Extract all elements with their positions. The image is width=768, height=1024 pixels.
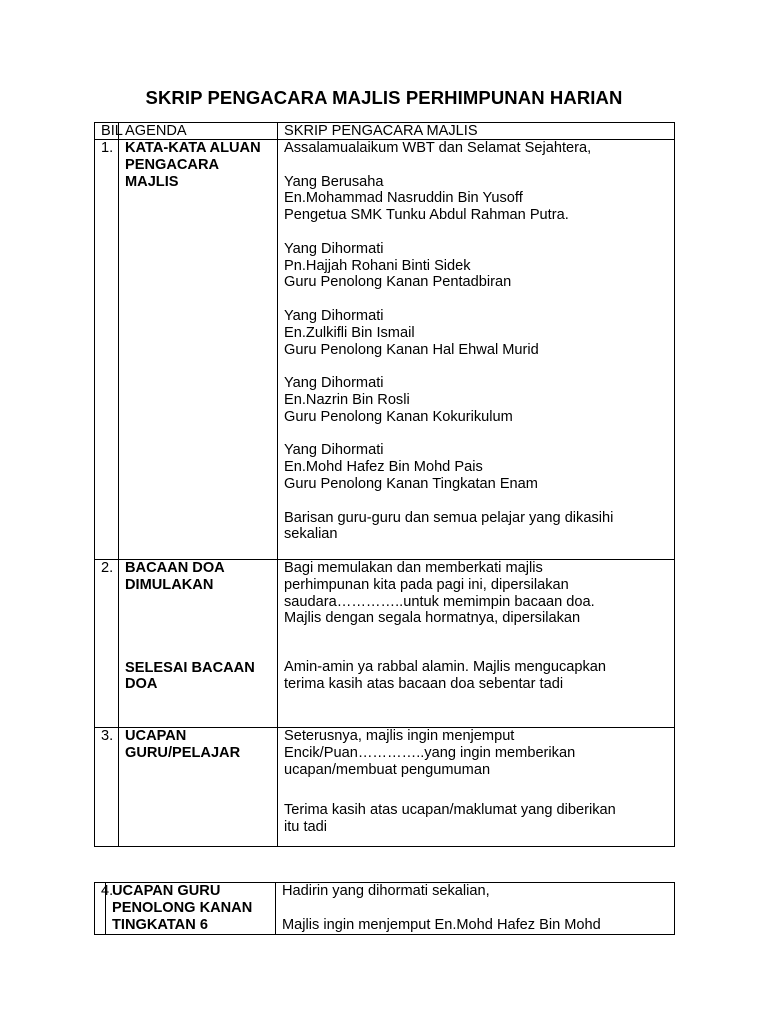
script-line: Terima kasih atas ucapan/maklumat yang diberikan xyxy=(284,802,616,819)
script-line xyxy=(284,291,668,308)
script-line: Guru Penolong Kanan Pentadbiran xyxy=(284,274,512,291)
agenda-line: PENGACARA xyxy=(125,156,220,173)
script-line: Bagi memulakan dan memberkati majlis xyxy=(284,560,543,576)
script-line: Guru Penolong Kanan Kokurikulum xyxy=(284,408,513,425)
script-line: Yang Dihormati xyxy=(284,442,384,459)
script-line: Hadirin yang dihormati sekalian, xyxy=(282,883,490,899)
script-line xyxy=(284,157,668,174)
table-row xyxy=(95,560,675,728)
script-line xyxy=(284,358,668,375)
script-table xyxy=(94,122,675,847)
page-title: SKRIP PENGACARA MAJLIS PERHIMPUNAN HARIAN xyxy=(145,87,623,108)
agenda-cell xyxy=(119,560,278,728)
agenda-line: UCAPAN GURU xyxy=(112,883,221,899)
script-line: Yang Dihormati xyxy=(284,375,384,392)
script-line: Encik/Puan…………..yang ingin memberikan xyxy=(284,744,576,761)
agenda-line: KATA-KATA ALUAN xyxy=(125,140,261,156)
script-cell xyxy=(278,560,675,728)
script-line: sekalian xyxy=(284,526,338,543)
script-table-continued xyxy=(94,882,675,935)
script-line: perhimpunan kita pada pagi ini, dipersilakan xyxy=(284,576,569,593)
agenda-cell xyxy=(106,883,276,935)
header-bil: BIL xyxy=(95,123,119,140)
script-line: En.Nazrin Bin Rosli xyxy=(284,391,410,408)
agenda-line: SELESAI BACAAN xyxy=(125,659,255,676)
script-line: Majlis dengan segala hormatnya, dipersilakan xyxy=(284,610,581,627)
script-line: Yang Dihormati xyxy=(284,307,384,324)
script-line: Amin-amin ya rabbal alamin. Majlis mengucapkan xyxy=(284,659,607,676)
script-line: Yang Berusaha xyxy=(284,173,384,190)
script-line: ucapan/membuat pengumuman xyxy=(284,761,491,778)
script-line: Pn.Hajjah Rohani Binti Sidek xyxy=(284,257,471,274)
agenda-line: BACAAN DOA xyxy=(125,560,225,576)
script-line: Pengetua SMK Tunku Abdul Rahman Putra. xyxy=(284,207,569,224)
script-line: En.Zulkifli Bin Ismail xyxy=(284,324,415,341)
script-line: Barisan guru-guru dan semua pelajar yang dikasihi xyxy=(284,509,614,526)
agenda-line: GURU/PELAJAR xyxy=(125,744,241,761)
script-line: Yang Dihormati xyxy=(284,240,384,257)
agenda-line: PENOLONG KANAN xyxy=(112,899,253,916)
table-header-row xyxy=(95,123,675,140)
script-line: itu tadi xyxy=(284,819,327,836)
script-cell xyxy=(276,883,675,935)
table-row xyxy=(95,728,675,847)
script-cell xyxy=(278,728,675,847)
script-line: Assalamualaikum WBT dan Selamat Sejahtera, xyxy=(284,140,592,156)
script-line xyxy=(284,426,668,443)
agenda-cell xyxy=(119,140,278,560)
script-line: terima kasih atas bacaan doa sebentar tadi xyxy=(284,675,564,692)
row-number: 2. xyxy=(95,560,119,728)
script-line: Seterusnya, majlis ingin menjemput xyxy=(284,728,515,744)
agenda-line: MAJLIS xyxy=(125,173,179,190)
script-line: Majlis ingin menjemput En.Mohd Hafez Bin Mohd xyxy=(282,916,601,933)
script-cell xyxy=(278,140,675,560)
script-line xyxy=(284,493,668,510)
agenda-line: UCAPAN xyxy=(125,728,187,744)
script-line: saudara…………..untuk memimpin bacaan doa. xyxy=(284,593,595,610)
row-number: 4. xyxy=(95,883,106,935)
header-agenda: AGENDA xyxy=(119,123,278,140)
row-number: 1. xyxy=(95,140,119,560)
table-row xyxy=(95,883,675,935)
script-line xyxy=(284,224,668,241)
agenda-line: DIMULAKAN xyxy=(125,576,214,593)
row-number: 3. xyxy=(95,728,119,847)
agenda-cell xyxy=(119,728,278,847)
agenda-line: TINGKATAN 6 xyxy=(112,916,208,933)
script-line: En.Mohd Hafez Bin Mohd Pais xyxy=(284,459,483,476)
script-line: Guru Penolong Kanan Hal Ehwal Murid xyxy=(284,341,539,358)
script-line: En.Mohammad Nasruddin Bin Yusoff xyxy=(284,190,523,207)
script-line xyxy=(282,900,668,917)
agenda-line: DOA xyxy=(125,676,158,693)
script-line: Guru Penolong Kanan Tingkatan Enam xyxy=(284,475,538,492)
table-row xyxy=(95,140,675,560)
header-script: SKRIP PENGACARA MAJLIS xyxy=(278,123,675,140)
